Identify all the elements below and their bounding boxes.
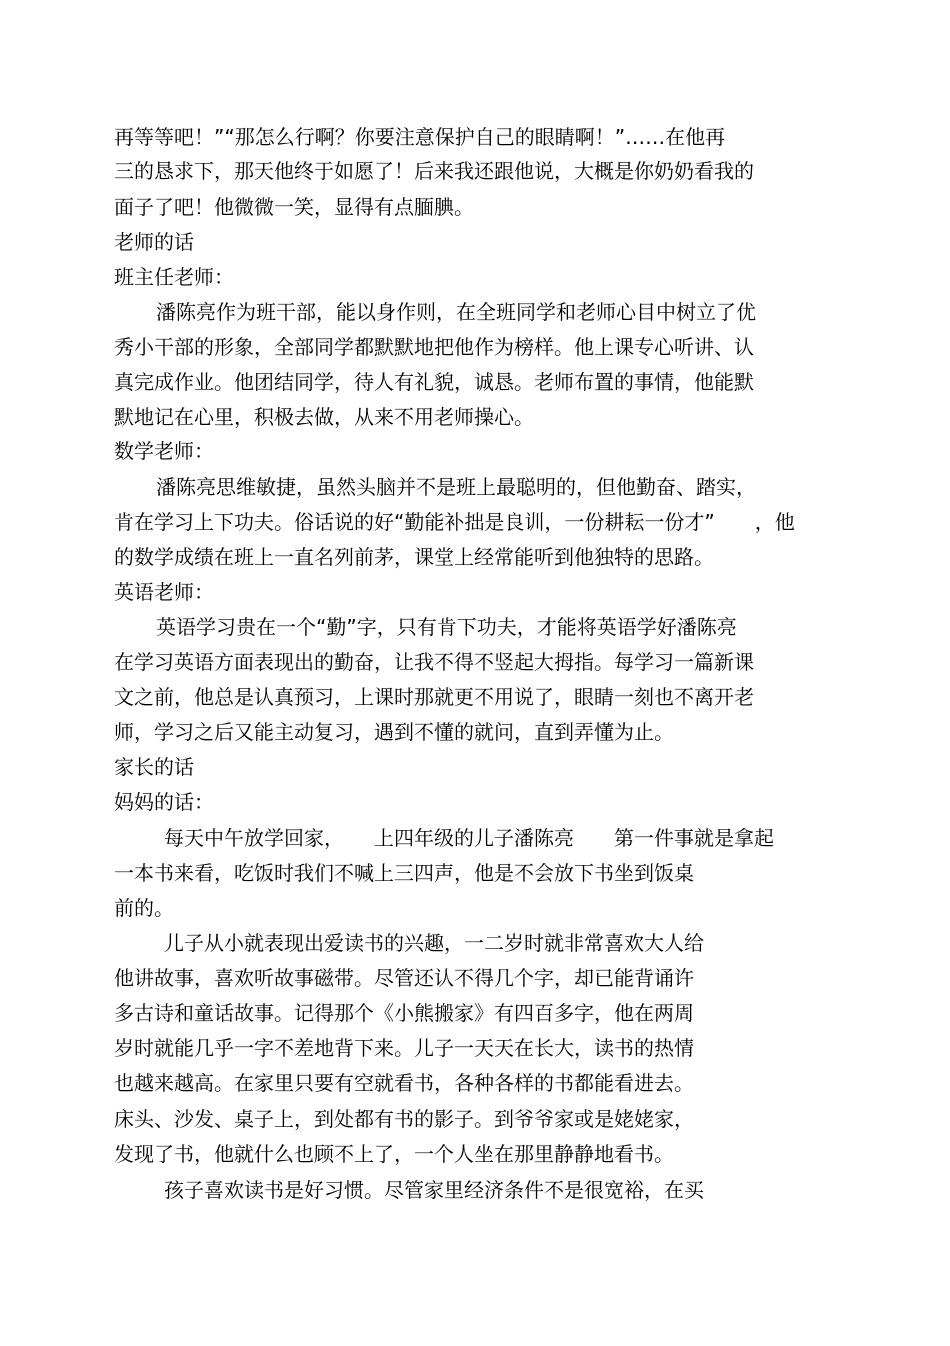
text-line: 三的恳求下，那天他终于如愿了！后来我还跟他说，大概是你奶奶看我的	[114, 159, 754, 183]
text-line: 床头、沙发、桌子上，到处都有书的影子。到爷爷家或是姥姥家，	[114, 1107, 694, 1131]
text-line: 也越来越高。在家里只要有空就看书，各种各样的书都能看进去。	[114, 1071, 694, 1095]
text-line: 秀小干部的形象，全部同学都默默地把他作为榜样。他上课专心听讲、认	[114, 335, 754, 359]
text-line: 肯在学习上下功夫。俗话说的好“勤能补拙是良训，一份耕耘一份才” ，他	[114, 510, 795, 534]
text-line: 前的。	[114, 896, 174, 920]
text-line: 孩子喜欢读书是好习惯。尽管家里经济条件不是很宽裕，在买	[164, 1178, 704, 1202]
text-line: 儿子从小就表现出爱读书的兴趣，一二岁时就非常喜欢大人给	[164, 931, 704, 955]
text-line: 面子了吧！他微微一笑，显得有点腼腆。	[114, 195, 474, 219]
text-line: 在学习英语方面表现出的勤奋，让我不得不竖起大拇指。每学习一篇新课	[114, 650, 754, 674]
subsection-heading: 班主任老师：	[114, 265, 234, 289]
text-line: 一本书来看，吃饭时我们不喊上三四声，他是不会放下书坐到饭桌	[114, 861, 694, 885]
text-line: 默地记在心里，积极去做，从来不用老师操心。	[114, 405, 534, 429]
text-line: 师，学习之后又能主动复习，遇到不懂的就问，直到弄懂为止。	[114, 720, 674, 744]
text-line: 英语学习贵在一个“勤”字，只有肯下功夫，才能将英语学好潘陈亮	[156, 615, 737, 639]
text-line: 每天中午放学回家， 上四年级的儿子潘陈亮 第一件事就是拿起	[164, 826, 774, 850]
text-line: 再等等吧！”“那怎么行啊？你要注意保护自己的眼睛啊！”……在他再	[114, 125, 726, 149]
subsection-heading: 数学老师：	[114, 439, 214, 463]
text-line: 岁时就能几乎一字不差地背下来。儿子一天天在长大，读书的热情	[114, 1036, 694, 1060]
text-line: 潘陈亮作为班干部，能以身作则，在全班同学和老师心目中树立了优	[156, 300, 756, 324]
text-line: 他讲故事，喜欢听故事磁带。尽管还认不得几个字，却已能背诵许	[114, 966, 694, 990]
section-heading: 家长的话	[114, 755, 194, 779]
text-line: 文之前，他总是认真预习，上课时那就更不用说了，眼睛一刻也不离开老	[114, 685, 754, 709]
subsection-heading: 妈妈的话：	[114, 790, 214, 814]
text-line: 多古诗和童话故事。记得那个《小熊搬家》有四百多字，他在两周	[114, 1001, 694, 1025]
text-line: 的数学成绩在班上一直名列前茅，课堂上经常能听到他独特的思路。	[114, 545, 714, 569]
section-heading: 老师的话	[114, 230, 194, 254]
subsection-heading: 英语老师：	[114, 580, 214, 604]
text-line: 潘陈亮思维敏捷，虽然头脑并不是班上最聪明的，但他勤奋、踏实，	[156, 475, 756, 499]
text-line: 真完成作业。他团结同学，待人有礼貌，诚恳。老师布置的事情，他能默	[114, 370, 754, 394]
text-line: 发现了书，他就什么也顾不上了，一个人坐在那里静静地看书。	[114, 1142, 674, 1166]
